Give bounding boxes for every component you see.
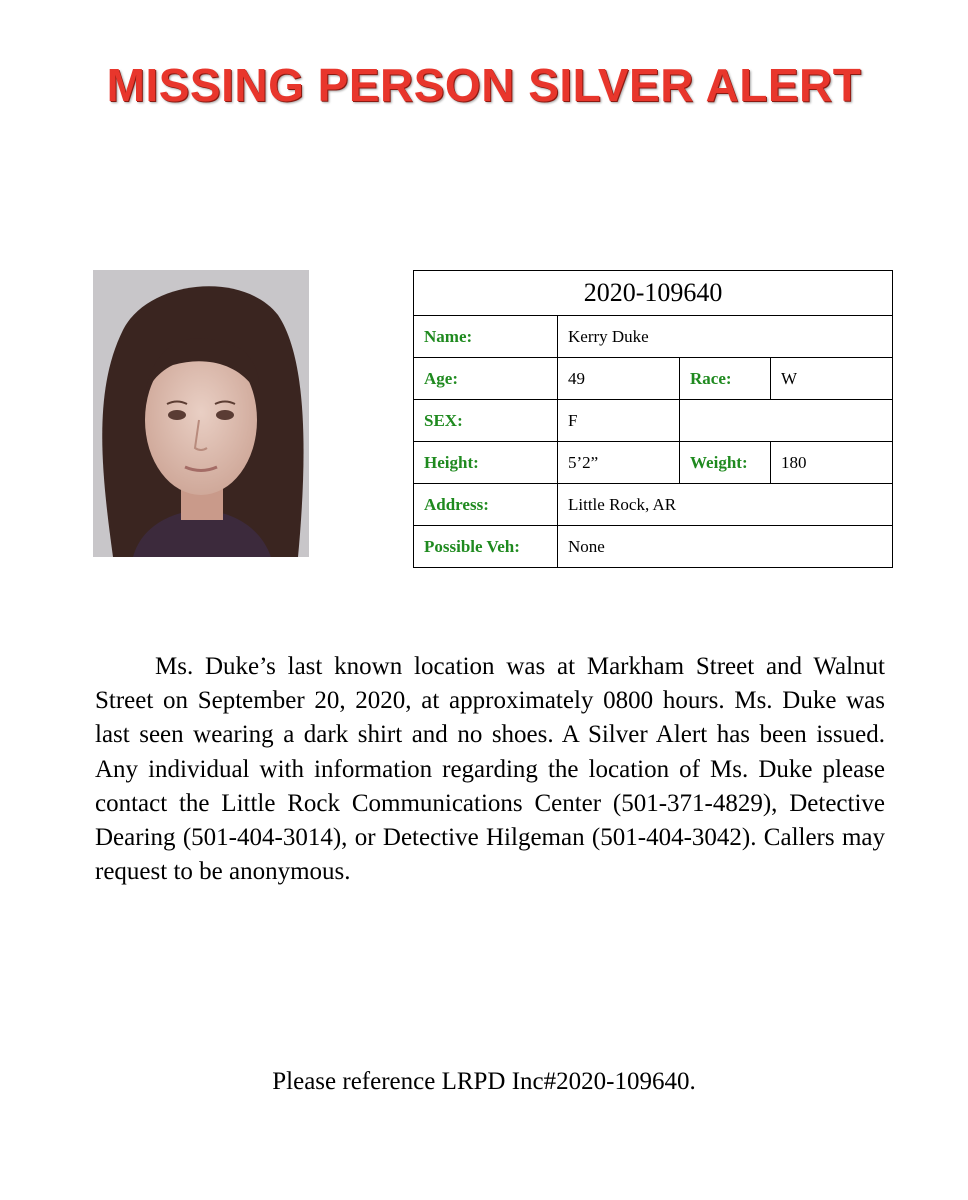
weight-value: 180 (771, 442, 893, 484)
alert-title: MISSING PERSON SILVER ALERT (106, 59, 862, 111)
height-label: Height: (414, 442, 558, 484)
sex-value: F (558, 400, 680, 442)
case-number: 2020-109640 (414, 271, 893, 316)
sex-label: SEX: (414, 400, 558, 442)
vehicle-label: Possible Veh: (414, 526, 558, 568)
description-paragraph: Ms. Duke’s last known location was at Markham Street and Walnut Street on September 20, 2020, at approximately 0800 hours. Ms. Duke was last seen wearing a dark shirt and no shoes. A Silver Alert has been issued. Any individual with information regarding the location of Ms. Duke please contact the Little Rock Communications Center (501-371-4829), Detective Dearing (501-404-3014), or Detective Hilgeman (501-404-3042). Callers may request to be anonymous. (95, 653, 885, 886)
person-photo (93, 270, 309, 557)
reference-line: Please reference LRPD Inc#2020-109640. (272, 1068, 696, 1095)
height-value: 5’2” (558, 442, 680, 484)
age-value: 49 (558, 358, 680, 400)
race-label: Race: (680, 358, 771, 400)
race-value: W (771, 358, 893, 400)
address-label: Address: (414, 484, 558, 526)
name-label: Name: (414, 316, 558, 358)
vehicle-value: None (558, 526, 893, 568)
address-value: Little Rock, AR (558, 484, 893, 526)
details-table (413, 270, 893, 568)
name-value: Kerry Duke (558, 316, 893, 358)
weight-label: Weight: (680, 442, 771, 484)
age-label: Age: (414, 358, 558, 400)
empty-cell (680, 400, 893, 442)
